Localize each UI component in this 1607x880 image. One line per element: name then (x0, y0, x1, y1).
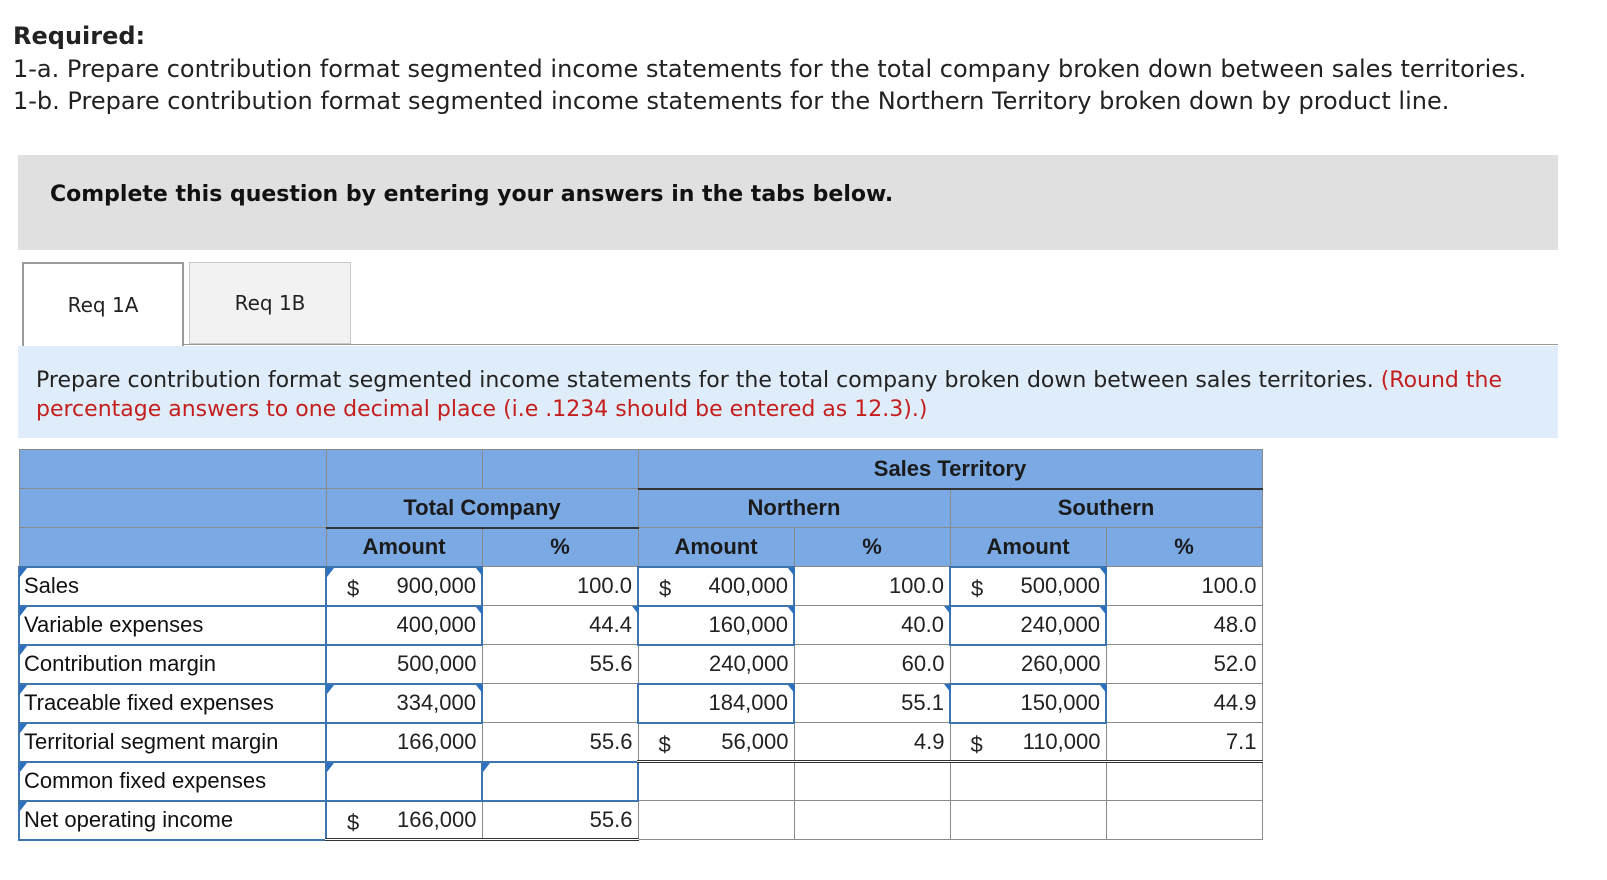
table-row-common-fixed-expenses (19, 762, 1262, 801)
table-row-contribution-margin (19, 645, 1262, 684)
total-percent-variable-expenses: 44.4 (482, 606, 638, 645)
row-label-net-operating-income[interactable]: Net operating income (19, 801, 326, 840)
header-blank (19, 450, 326, 489)
instructions-panel (18, 346, 1558, 438)
northern-amount-variable-expenses[interactable]: 160,000 (638, 606, 794, 645)
header-blank (19, 489, 326, 528)
southern-percent-contribution-margin: 52.0 (1106, 645, 1262, 684)
row-label-variable-expenses[interactable]: Variable expenses (19, 606, 326, 645)
segmented-income-statement (18, 449, 1263, 841)
southern-percent-territorial-segment-margin: 7.1 (1106, 723, 1262, 762)
table-row-traceable-fixed-expenses (19, 684, 1262, 723)
northern-amount-sales[interactable]: $ 400,000 (638, 567, 794, 606)
table-row-net-operating-income (19, 801, 1262, 840)
total-amount-traceable-fixed-expenses[interactable]: 334,000 (326, 684, 482, 723)
banner-text: Complete this question by entering your answers in the tabs below. (50, 182, 894, 207)
header-northern-percent: % (794, 528, 950, 567)
currency-sign: $ (970, 731, 983, 757)
header-blank (482, 450, 638, 489)
header-total-amount: Amount (326, 528, 482, 567)
header-total-company: Total Company (326, 489, 638, 528)
tab-req-1a[interactable]: Req 1A (22, 262, 184, 346)
tab-req-1b[interactable]: Req 1B (189, 262, 351, 344)
empty-cell (1106, 801, 1262, 840)
total-amount-territorial-segment-margin: 166,000 (326, 723, 482, 762)
southern-percent-traceable-fixed-expenses: 44.9 (1106, 684, 1262, 723)
empty-cell (794, 801, 950, 840)
northern-amount-territorial-segment-margin: $ 56,000 (638, 723, 794, 762)
rounding-note: (Round the percentage answers to one decimal place (i.e .1234 should be entered as 12.3).) (36, 368, 1502, 422)
northern-amount-traceable-fixed-expenses[interactable]: 184,000 (638, 684, 794, 723)
header-southern-percent: % (1106, 528, 1262, 567)
instructions-text (36, 366, 1536, 424)
header-northern: Northern (638, 489, 950, 528)
total-percent-traceable-fixed-expenses (482, 684, 638, 723)
header-row-3 (19, 528, 1262, 567)
header-blank (19, 528, 326, 567)
row-label-contribution-margin[interactable]: Contribution margin (19, 645, 326, 684)
total-amount-common-fixed-expenses[interactable] (326, 762, 482, 801)
southern-amount-sales[interactable]: $ 500,000 (950, 567, 1106, 606)
instructions-main: Prepare contribution format segmented income statements for the total company broken down between sales territories. (36, 368, 1374, 393)
southern-amount-traceable-fixed-expenses[interactable]: 150,000 (950, 684, 1106, 723)
total-amount-contribution-margin: 500,000 (326, 645, 482, 684)
total-amount-variable-expenses[interactable]: 400,000 (326, 606, 482, 645)
row-label-traceable-fixed-expenses[interactable]: Traceable fixed expenses (19, 684, 326, 723)
total-percent-net-operating-income: 55.6 (482, 801, 638, 840)
total-percent-sales: 100.0 (482, 567, 638, 606)
southern-amount-territorial-segment-margin: $ 110,000 (950, 723, 1106, 762)
tab-divider (184, 344, 1558, 345)
northern-percent-territorial-segment-margin: 4.9 (794, 723, 950, 762)
header-southern: Southern (950, 489, 1262, 528)
table-row-sales (19, 567, 1262, 606)
table-row-territorial-segment-margin (19, 723, 1262, 762)
total-amount-sales[interactable]: $ 900,000 (326, 567, 482, 606)
currency-sign: $ (347, 809, 360, 835)
header-row-2 (19, 489, 1262, 528)
empty-cell (950, 762, 1106, 801)
currency-sign: $ (971, 575, 984, 601)
header-total-percent: % (482, 528, 638, 567)
northern-percent-traceable-fixed-expenses: 55.1 (794, 684, 950, 723)
northern-amount-contribution-margin: 240,000 (638, 645, 794, 684)
total-percent-territorial-segment-margin: 55.6 (482, 723, 638, 762)
currency-sign: $ (659, 575, 672, 601)
table-row-variable-expenses (19, 606, 1262, 645)
empty-cell (1106, 762, 1262, 801)
total-percent-contribution-margin: 55.6 (482, 645, 638, 684)
northern-percent-variable-expenses: 40.0 (794, 606, 950, 645)
currency-sign: $ (347, 575, 360, 601)
empty-cell (638, 801, 794, 840)
requirement-1b: 1-b. Prepare contribution format segmented income statements for the Northern Territory broken down by product line. (13, 87, 1450, 115)
row-label-common-fixed-expenses[interactable]: Common fixed expenses (19, 762, 326, 801)
total-percent-common-fixed-expenses[interactable] (482, 762, 638, 801)
instruction-banner (18, 155, 1558, 250)
empty-cell (794, 762, 950, 801)
header-row-1 (19, 450, 1262, 489)
southern-amount-contribution-margin: 260,000 (950, 645, 1106, 684)
total-amount-net-operating-income: $ 166,000 (326, 801, 482, 840)
required-title: Required: (13, 22, 146, 50)
header-sales-territory: Sales Territory (638, 450, 1262, 489)
header-northern-amount: Amount (638, 528, 794, 567)
header-southern-amount: Amount (950, 528, 1106, 567)
southern-percent-variable-expenses: 48.0 (1106, 606, 1262, 645)
row-label-sales[interactable]: Sales (19, 567, 326, 606)
northern-percent-contribution-margin: 60.0 (794, 645, 950, 684)
currency-sign: $ (658, 731, 671, 757)
header-blank (326, 450, 482, 489)
northern-percent-sales: 100.0 (794, 567, 950, 606)
southern-amount-variable-expenses[interactable]: 240,000 (950, 606, 1106, 645)
empty-cell (950, 801, 1106, 840)
requirement-1a: 1-a. Prepare contribution format segmented income statements for the total company broken down between sales territories. (13, 55, 1527, 83)
southern-percent-sales: 100.0 (1106, 567, 1262, 606)
row-label-territorial-segment-margin[interactable]: Territorial segment margin (19, 723, 326, 762)
empty-cell (638, 762, 794, 801)
